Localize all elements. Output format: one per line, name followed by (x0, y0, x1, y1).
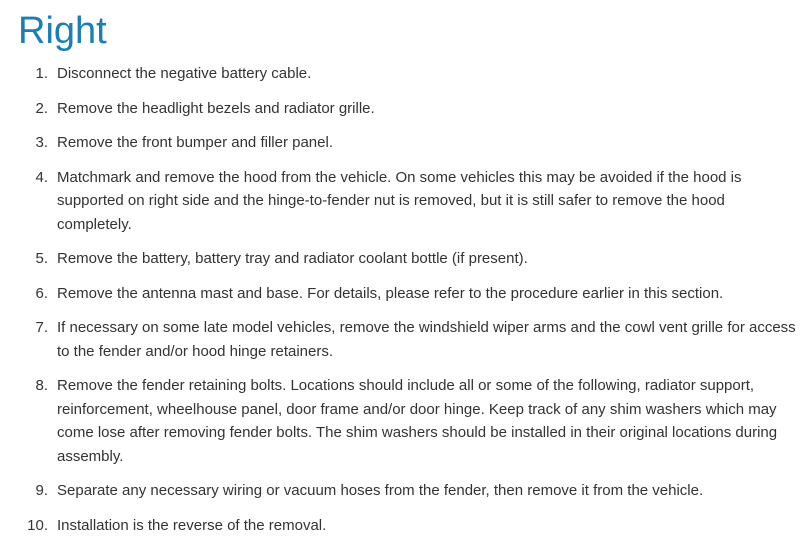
step-text: Remove the headlight bezels and radiator grille. (57, 99, 375, 117)
step-item (0, 97, 812, 121)
step-number: 4. (35, 168, 48, 186)
step-number: 5. (35, 250, 48, 267)
step-number: 7. (35, 319, 48, 336)
section-heading: Right (18, 10, 107, 52)
step-number: 3. (35, 134, 48, 151)
step-text: Matchmark and remove the hood from the vehicle. On some vehicles this may be avoided if the hood is supported on right side and the hinge-to-fender nut is removed, but it is still safer to remove the hood completely. (57, 168, 742, 233)
step-text: If necessary on some late model vehicles, remove the windshield wiper arms and the cowl vent grille for access to the fender and/or hood hinge retainers. (57, 319, 796, 360)
step-number: 8. (35, 377, 48, 394)
step-item (0, 374, 812, 468)
step-number: 1. (35, 65, 48, 82)
step-number: 2. (35, 99, 48, 117)
step-number: 10. (27, 516, 48, 534)
step-number: 6. (35, 284, 48, 302)
step-text: Remove the battery, battery tray and radiator coolant bottle (if present). (57, 250, 528, 267)
step-text: Remove the antenna mast and base. For details, please refer to the procedure earlier in this section. (57, 284, 724, 302)
step-text: Separate any necessary wiring or vacuum hoses from the fender, then remove it from the vehicle. (57, 482, 704, 499)
step-item (0, 247, 812, 271)
step-text: Disconnect the negative battery cable. (57, 65, 312, 82)
procedure-steps-list (0, 62, 812, 548)
step-item (0, 166, 812, 237)
step-item (0, 316, 812, 363)
step-item (0, 514, 812, 538)
step-item (0, 479, 812, 503)
step-text: Remove the fender retaining bolts. Locations should include all or some of the following, radiator support, reinforcement, wheelhouse panel, door frame and/or door hinge. Keep track of any shim washers which may come lose after removing fender bolts. The shim washers should be installed in their original locations during assembly. (57, 377, 778, 465)
step-item (0, 131, 812, 155)
step-item (0, 62, 812, 86)
step-text: Installation is the reverse of the removal. (57, 516, 327, 534)
step-number: 9. (35, 482, 48, 499)
step-item (0, 282, 812, 306)
step-text: Remove the front bumper and filler panel. (57, 134, 333, 151)
